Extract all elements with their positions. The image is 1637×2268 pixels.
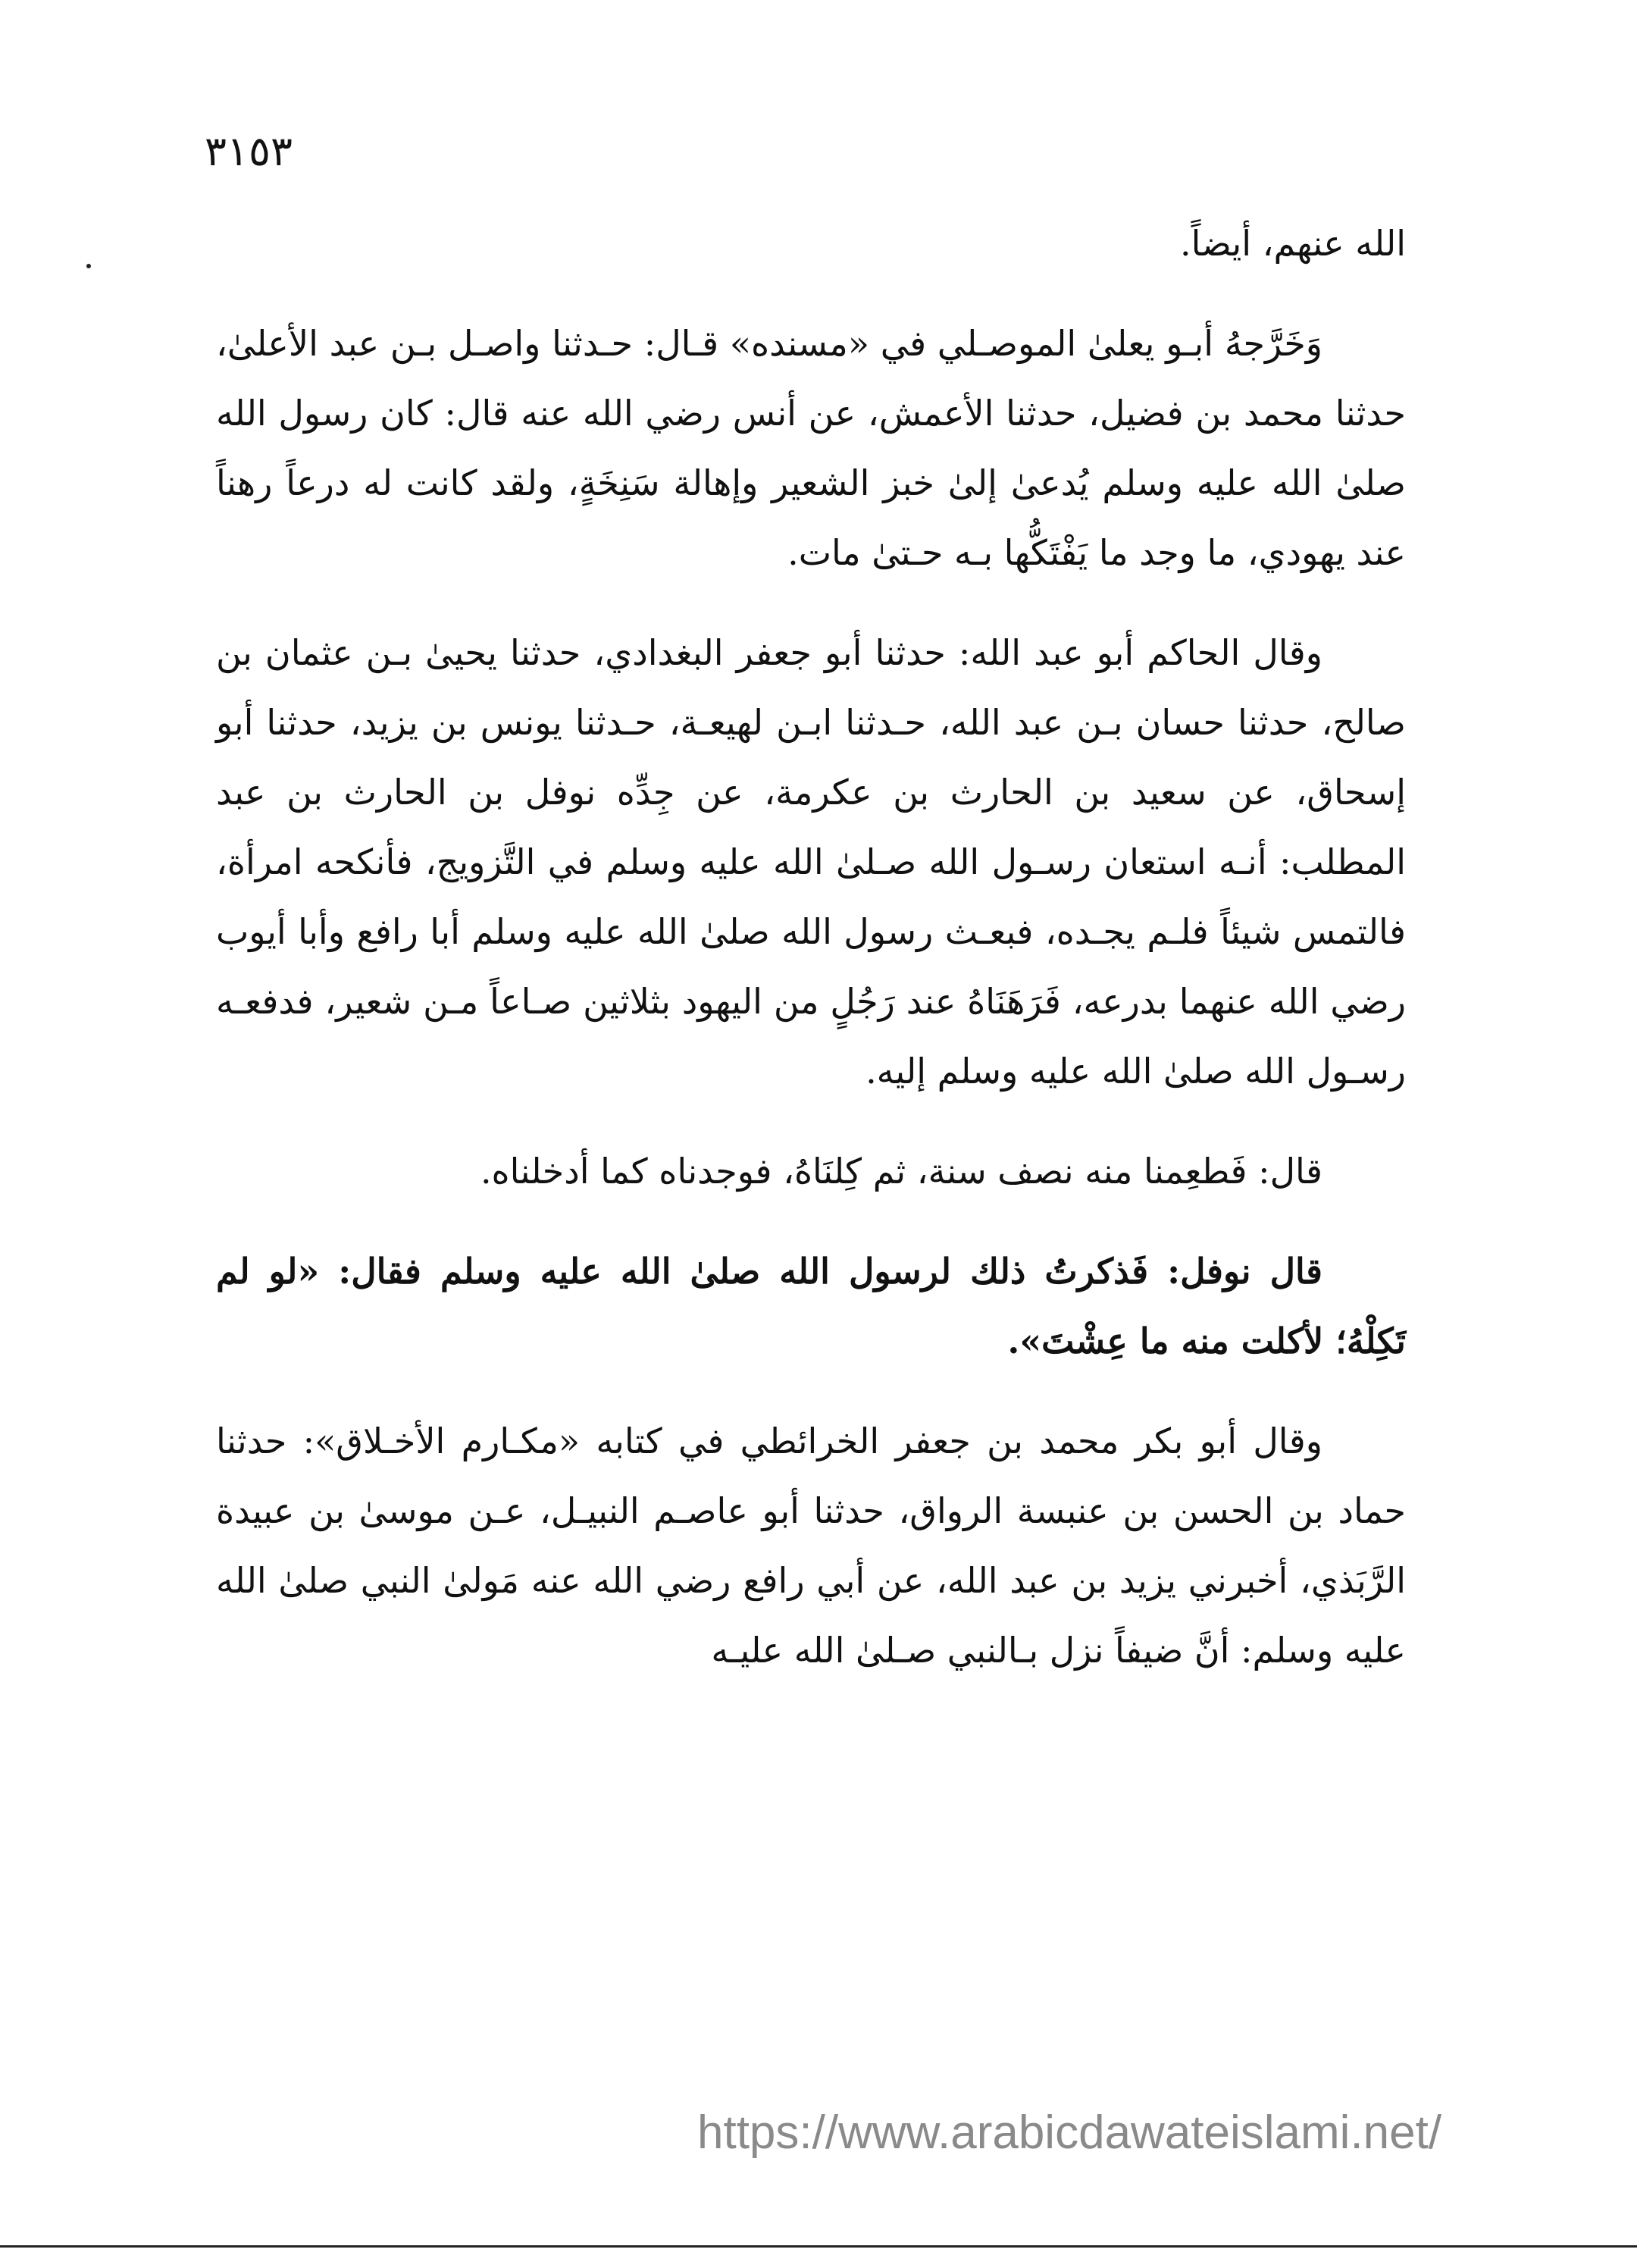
- page-number: ٣١٥٣: [205, 127, 293, 175]
- bottom-rule: [0, 2245, 1637, 2248]
- paragraph-continuation: الله عنهم، أيضاً.: [1179, 223, 1406, 264]
- text-body: [216, 208, 1406, 1685]
- paragraph-hakim: وقال الحاكم أبو عبد الله: حدثنا أبو جعفر البغدادي، حدثنا يحيىٰ بـن عثمان بن صالح، حدثنا حسان بـن عبد الله، حـدثنا ابـن لهيعـة، حـدثنا يونس بن يزيد، حدثنا أبو إسحاق، عن سعيد بن الحارث بن عكرمة، عن جِدِّه نوفل بن الحارث بن عبد المطلب: أنـه استعان رسـول الله صـلىٰ الله عليه وسلم في التَّزويج، فأنكحه امرأة، فالتمس شيئاً فلـم يجـده، فبعـث رسول الله صلىٰ الله عليه وسلم أبا رافع وأبا أيوب رضي الله عنهما بدرعه، فَرَهَنَاهُ عند رَجُلٍ من اليهود بثلاثين صـاعاً مـن شعير، فدفعـه رسـول الله صلىٰ الله عليه وسلم إليه.: [216, 632, 1406, 1092]
- paragraph-qala: قال: فَطعِمنا منه نصف سنة، ثم كِلنَاهُ، فوجدناه كما أدخلناه.: [480, 1151, 1322, 1192]
- paragraph-kharaiti: وقال أبو بكر محمد بن جعفر الخرائطي في كتابه «مكـارم الأخـلاق»: حدثنا حماد بن الحسن بن عنبسة الرواق، حدثنا أبو عاصـم النبيـل، عـن موسىٰ بن عبيدة الرَّبَذي، أخبرني يزيد بن عبد الله، عن أبي رافع رضي الله عنه مَولىٰ النبي صلىٰ الله عليه وسلم: أنَّ ضيفاً نزل بـالنبي صـلىٰ الله عليـه: [216, 1421, 1406, 1671]
- paragraph-abu-yala: وَخَرَّجهُ أبـو يعلىٰ الموصـلي في «مسنده» قـال: حـدثنا واصـل بـن عبد الأعلىٰ، حدثنا محمد بن فضيل، حدثنا الأعمش، عن أنس رضي الله عنه قال: كان رسول الله صلىٰ الله عليه وسلم يُدعىٰ إلىٰ خبز الشعير وإهالة سَنِخَةٍ، ولقد كانت له درعاً رهناً عند يهودي، ما وجد ما يَفْتَكُّها بـه حـتىٰ مات.: [216, 323, 1406, 573]
- paragraph-nawfal: قال نوفل: فَذكرتُ ذلك لرسول الله صلىٰ الله عليه وسلم فقال: «لو لم تَكِلْهُ؛ لأكلت منه ما عِشْتَ».: [216, 1251, 1406, 1361]
- watermark-url: https://www.arabicdawateislami.net/: [697, 2107, 1442, 2159]
- margin-dot: [86, 264, 91, 268]
